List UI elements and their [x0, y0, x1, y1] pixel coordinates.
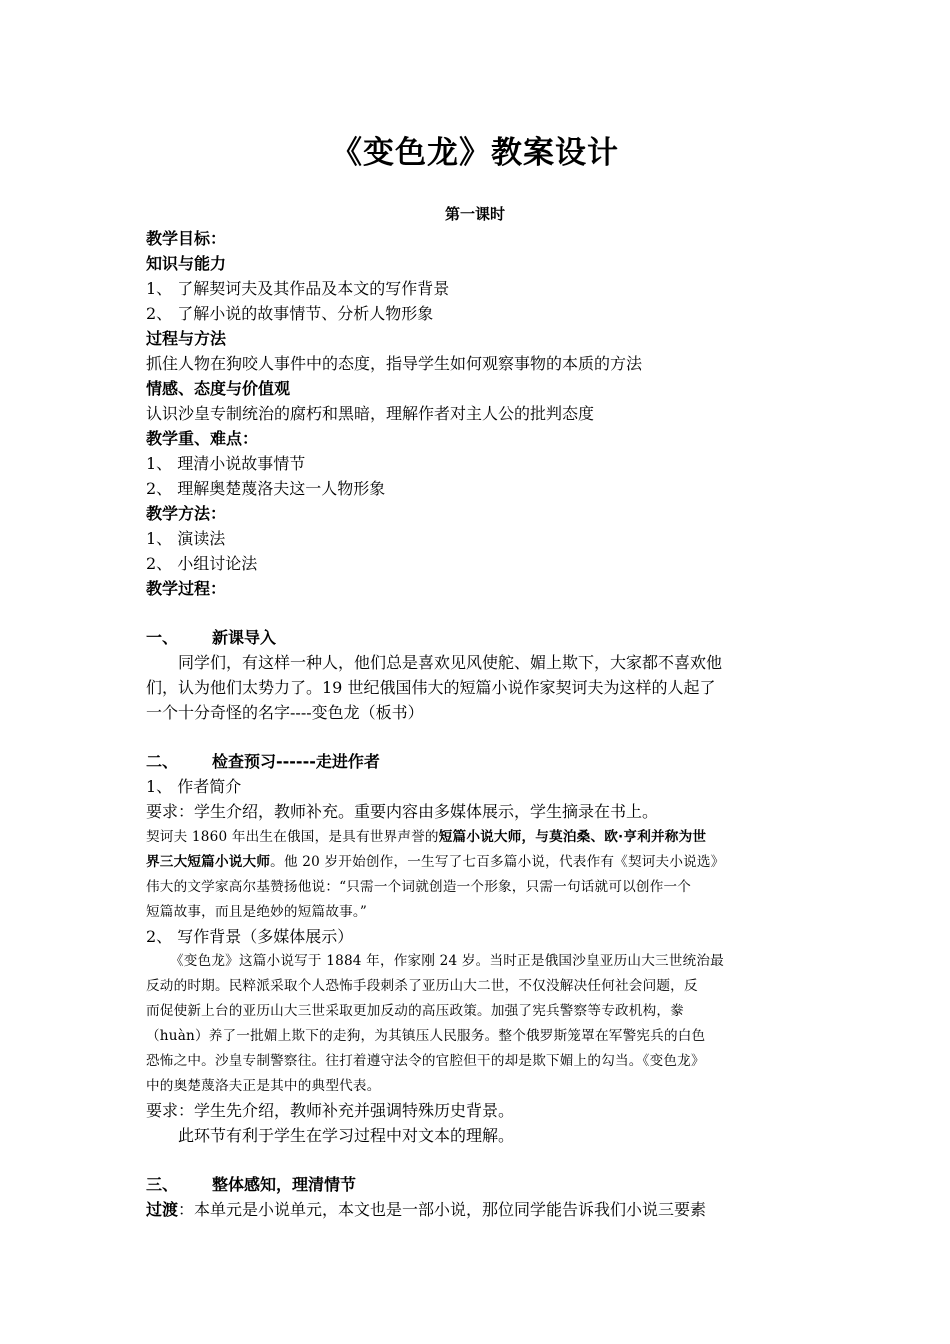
- transition-line: [146, 1197, 816, 1222]
- process-heading: 过程与方法: [146, 329, 227, 348]
- method-heading: 教学方法：: [146, 504, 227, 523]
- author-bio-highlight: 界三大短篇小说大师: [146, 854, 271, 870]
- author-intro-requirement: 要求：学生介绍，教师补充。重要内容由多媒体展示，学生摘录在书上。: [146, 802, 659, 821]
- author-bio-text: 。他 20 岁开始创作，一生写了七百多篇小说，代表作有《契诃夫小说选》: [270, 854, 725, 870]
- process-text: 抓住人物在狗咬人事件中的态度，指导学生如何观察事物的本质的方法: [146, 354, 643, 373]
- section-1-paragraph-line-1: 同学们，有这样一种人，他们总是喜欢见风使舵、媚上欺下，大家都不喜欢他: [178, 653, 723, 672]
- lesson-subtitle: 第一课时: [444, 205, 505, 223]
- author-intro-heading: 1、 作者简介: [146, 777, 242, 796]
- background-heading: 2、 写作背景（多媒体展示）: [146, 927, 354, 946]
- author-bio-line-4: 短篇故事，而且是绝妙的短篇故事。”: [146, 904, 368, 920]
- section-3-heading: [146, 1172, 816, 1197]
- page-title: 《变色龙》教案设计: [331, 135, 619, 171]
- emotion-heading: 情感、态度与价值观: [146, 379, 291, 398]
- background-line-2: 反动的时期。民粹派采取个人恐怖手段刺杀了亚历山大二世，不仅没解决任何社会问题，反: [146, 978, 698, 994]
- author-bio-highlight: 短篇小说大师: [438, 829, 522, 845]
- section-2-number: 二、: [146, 752, 179, 771]
- objectives-heading: 教学目标：: [146, 229, 227, 248]
- section-1-paragraph-line-2: 们，认为他们太势力了。19 世纪俄国伟大的短篇小说作家契诃夫为这样的人起了: [146, 678, 716, 697]
- background-line-1: 《变色龙》这篇小说写于 1884 年，作家刚 24 岁。当时正是俄国沙皇亚历山大三世统治最: [170, 953, 724, 969]
- section-2-note: 此环节有利于学生在学习过程中对文本的理解。: [178, 1126, 515, 1145]
- knowledge-heading: 知识与能力: [146, 254, 227, 273]
- knowledge-item-1: 1、 了解契诃夫及其作品及本文的写作背景: [146, 279, 450, 298]
- key-point-1: 1、 理清小说故事情节: [146, 454, 306, 473]
- transition-text: ：本单元是小说单元，本文也是一部小说，那位同学能告诉我们小说三要素: [178, 1200, 707, 1219]
- section-1-number: 一、: [146, 628, 179, 647]
- section-1-paragraph-line-3: 一个十分奇怪的名字----变色龙（板书）: [146, 703, 424, 722]
- author-bio-text: 契诃夫 1860 年出生在俄国，是具有世界声誉的: [146, 829, 439, 845]
- background-line-4: （huàn）养了一批媚上欺下的走狗，为其镇压人民服务。整个俄罗斯笼罩在军警宪兵的白色: [146, 1028, 706, 1044]
- section-1-title: 新课导入: [212, 628, 277, 647]
- key-points-heading: 教学重、难点：: [146, 429, 259, 448]
- author-bio-line-2: [146, 850, 816, 875]
- author-bio-highlight: ，与莫泊桑、欧·亨利并称为世: [521, 829, 707, 845]
- section-2-heading: [146, 749, 816, 774]
- section-3-title: 整体感知，理清情节: [212, 1175, 357, 1194]
- background-line-6: 中的奥楚蔑洛夫正是其中的典型代表。: [146, 1078, 381, 1094]
- section-3-number: 三、: [146, 1175, 179, 1194]
- section-1-heading: [146, 625, 816, 650]
- author-bio-line-3: 伟大的文学家高尔基赞扬他说：“只需一个词就创造一个形象，只需一句话就可以创作一个: [146, 879, 692, 895]
- background-line-5: 恐怖之中。沙皇专制警察往。往打着遵守法令的官腔但干的却是欺下媚上的勾当。《变色龙》: [146, 1053, 705, 1069]
- section-2-title: 检查预习------走进作者: [212, 752, 380, 771]
- background-requirement: 要求：学生先介绍，教师补充并强调特殊历史背景。: [146, 1101, 515, 1120]
- method-item-1: 1、 演读法: [146, 529, 226, 548]
- key-point-2: 2、 理解奥楚蔑洛夫这一人物形象: [146, 479, 386, 498]
- procedure-heading: 教学过程：: [146, 579, 227, 598]
- emotion-text: 认识沙皇专制统治的腐朽和黑暗，理解作者对主人公的批判态度: [146, 404, 595, 423]
- author-bio-line-1: [146, 825, 816, 850]
- transition-label: 过渡: [146, 1200, 179, 1219]
- background-line-3: 而促使新上台的亚历山大三世采取更加反动的高压政策。加强了宪兵警察等专政机构，豢: [146, 1003, 684, 1019]
- knowledge-item-2: 2、 了解小说的故事情节、分析人物形象: [146, 304, 434, 323]
- method-item-2: 2、 小组讨论法: [146, 554, 258, 573]
